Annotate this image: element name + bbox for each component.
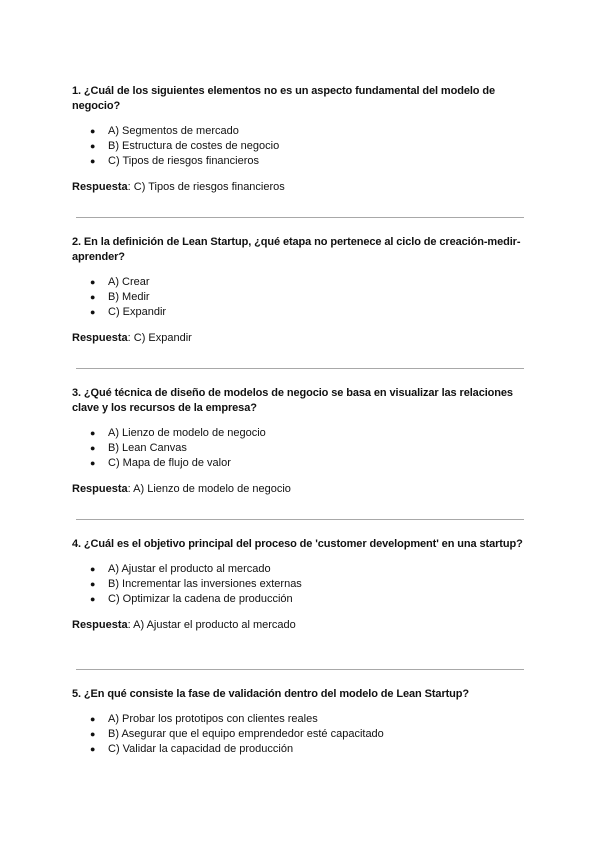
bullet-icon: ● (90, 594, 96, 604)
question-2 (72, 235, 532, 346)
question-title: 1. ¿Cuál de los siguientes elementos no es un aspecto fundamental del modelo de negocio? (72, 85, 496, 112)
separator-line (76, 368, 524, 369)
list-item: ● B) Estructura de costes de negocio (90, 140, 280, 152)
answer-line (72, 618, 532, 633)
bullet-icon: ● (90, 428, 96, 438)
bullet-icon: ● (90, 141, 96, 151)
answer-label: Respuesta (72, 332, 128, 344)
bullet-icon: ● (90, 564, 96, 574)
question-3 (72, 386, 532, 497)
bullet-icon: ● (90, 458, 96, 468)
list-item: ● A) Lienzo de modelo de negocio (90, 427, 266, 439)
bullet-icon: ● (90, 579, 96, 589)
separator-line (76, 217, 524, 218)
question-5 (72, 687, 532, 757)
list-item: ● A) Ajustar el producto al mercado (90, 563, 271, 575)
separator-line (76, 669, 524, 670)
list-item: ● C) Mapa de flujo de valor (90, 457, 231, 469)
bullet-icon: ● (90, 277, 96, 287)
options-list (72, 426, 532, 471)
list-item: ● B) Incrementar las inversiones externas (90, 578, 302, 590)
list-item: ● C) Validar la capacidad de producción (90, 743, 294, 755)
options-list (72, 275, 532, 320)
bullet-icon: ● (90, 307, 96, 317)
list-item: ● B) Medir (90, 291, 150, 303)
list-item: ● A) Probar los prototipos con clientes reales (90, 713, 318, 725)
bullet-icon: ● (90, 292, 96, 302)
list-item: ● C) Expandir (90, 306, 167, 318)
list-item: ● A) Crear (90, 276, 150, 288)
list-item: ● B) Lean Canvas (90, 442, 187, 454)
bullet-icon: ● (90, 443, 96, 453)
answer-line (72, 180, 532, 195)
question-1 (72, 84, 532, 195)
answer-label: Respuesta (72, 181, 128, 193)
answer-text: : A) Ajustar el producto al mercado (127, 619, 296, 631)
answer-text: : A) Lienzo de modelo de negocio (127, 483, 291, 495)
answer-line (72, 331, 532, 346)
list-item: ● B) Asegurar que el equipo emprendedor esté capacitado (90, 728, 384, 740)
answer-label: Respuesta (72, 483, 128, 495)
list-item: ● C) Optimizar la cadena de producción (90, 593, 293, 605)
question-title: 5. ¿En qué consiste la fase de validación dentro del modelo de Lean Startup? (72, 688, 470, 700)
question-title: 2. En la definición de Lean Startup, ¿qué etapa no pertenece al ciclo de creación-medir-aprender? (72, 236, 521, 263)
question-title: 4. ¿Cuál es el objetivo principal del proceso de 'customer development' en una startup? (72, 538, 523, 550)
bullet-icon: ● (90, 744, 96, 754)
answer-line (72, 482, 532, 497)
list-item: ● A) Segmentos de mercado (90, 125, 239, 137)
options-list (72, 562, 532, 607)
bullet-icon: ● (90, 714, 96, 724)
question-4 (72, 537, 532, 633)
answer-text: : C) Tipos de riesgos financieros (127, 181, 285, 193)
options-list (72, 712, 532, 757)
question-title: 3. ¿Qué técnica de diseño de modelos de negocio se basa en visualizar las relaciones clave y los recursos de la empresa? (72, 387, 513, 414)
list-item: ● C) Tipos de riesgos financieros (90, 155, 260, 167)
bullet-icon: ● (90, 729, 96, 739)
bullet-icon: ● (90, 126, 96, 136)
answer-text: : C) Expandir (127, 332, 192, 344)
options-list (72, 124, 532, 169)
bullet-icon: ● (90, 156, 96, 166)
separator-line (76, 519, 524, 520)
answer-label: Respuesta (72, 619, 128, 631)
